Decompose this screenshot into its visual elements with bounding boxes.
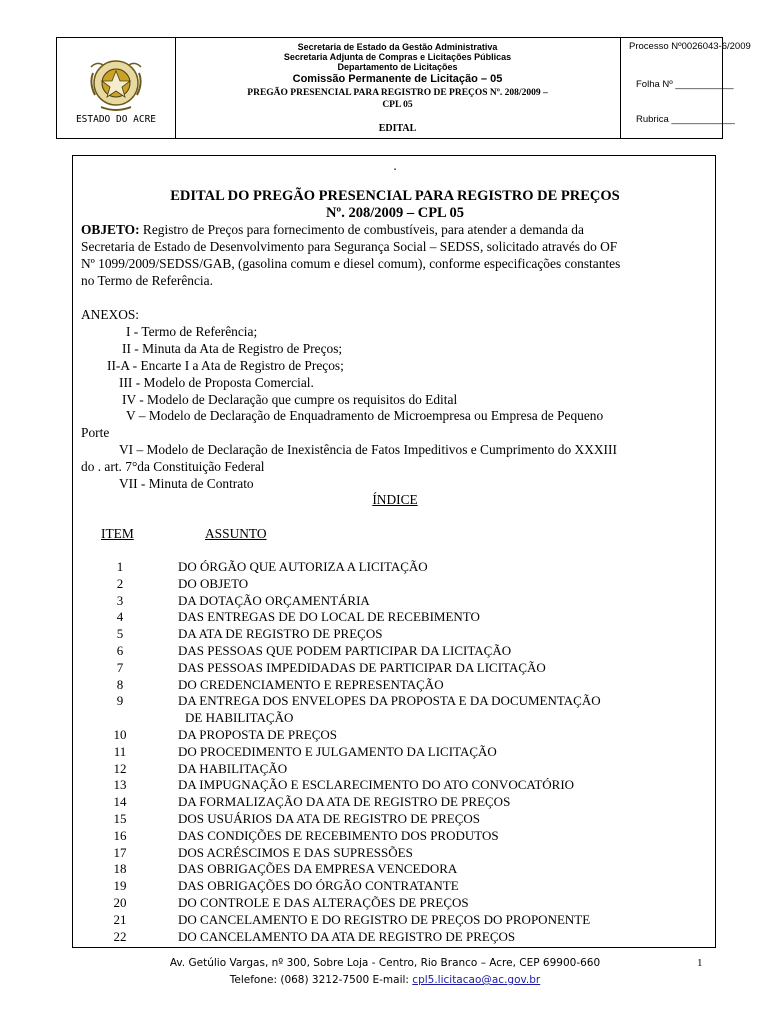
index-item-title: DA ATA DE REGISTRO DE PREÇOS <box>178 626 383 642</box>
header-line-5: PREGÃO PRESENCIAL PARA REGISTRO DE PREÇOS Nº. 208/2009 – <box>247 88 548 98</box>
rubrica-field: Rubrica ____________ <box>636 114 735 125</box>
header-line-3: Departamento de Licitações <box>337 62 458 72</box>
index-item-title: DAS OBRIGAÇÕES DO ÓRGÃO CONTRATANTE <box>178 878 459 894</box>
index-item-title: DO CONTROLE E DAS ALTERAÇÕES DE PREÇOS <box>178 895 469 910</box>
index-item-number: 9 <box>116 693 124 709</box>
index-item-title-continuation: DE HABILITAÇÃO <box>185 710 294 726</box>
header-line-7: EDITAL <box>378 123 417 134</box>
index-item-title: DO CREDENCIAMENTO E REPRESENTAÇÃO <box>178 676 444 692</box>
edital-title: EDITAL DO PREGÃO PRESENCIAL PARA REGISTRO DE PREÇOS <box>170 188 620 204</box>
page-number: 1 <box>697 957 703 969</box>
anexo-item: II-A - Encarte I a Ata de Registro de Preços; <box>107 358 344 373</box>
index-item-number: 3 <box>116 592 124 608</box>
assunto-header-text: ASSUNTO <box>205 526 267 541</box>
item-header-text: ITEM <box>101 526 134 541</box>
header-line-4: Comissão Permanente de Licitação – 05 <box>292 73 503 85</box>
header-line-2: Secretaria Adjunta de Compras e Licitações Públicas <box>283 52 512 62</box>
index-item-number: 1 <box>116 559 124 574</box>
document-header <box>56 37 751 139</box>
index-item-title: DAS PESSOAS QUE PODEM PARTICIPAR DA LICITAÇÃO <box>178 643 512 658</box>
index-item-title: DOS USUÁRIOS DA ATA DE REGISTRO DE PREÇOS <box>178 811 480 826</box>
index-item-number: 11 <box>113 743 127 759</box>
anexo-item: VII - Minuta de Contrato <box>119 476 254 491</box>
indice-heading <box>73 492 717 508</box>
objeto-line-3: Nº 1099/2009/SEDSS/GAB, (gasolina comum e diesel comum), conforme especificações constantes <box>81 256 621 271</box>
index-item-number: 10 <box>113 727 127 742</box>
footer-contact <box>0 974 770 986</box>
header-line-1: Secretaria de Estado da Gestão Administrativa <box>297 42 498 52</box>
index-item-title: DOS ACRÉSCIMOS E DAS SUPRESSÕES <box>178 844 413 860</box>
index-item-number: 12 <box>113 760 127 776</box>
index-item-number: 8 <box>116 676 124 692</box>
index-item-number: 14 <box>113 794 127 810</box>
footer-phone: Telefone: (068) 3212-7500 E-mail: <box>229 974 409 986</box>
state-coat-of-arms-icon <box>87 53 145 115</box>
index-item-title: DAS OBRIGAÇÕES DA EMPRESA VENCEDORA <box>178 861 458 877</box>
assunto-column-header <box>205 526 267 542</box>
index-item-number: 19 <box>113 878 127 894</box>
index-item-title: DA IMPUGNAÇÃO E ESCLARECIMENTO DO ATO CONVOCATÓRIO <box>178 777 575 793</box>
top-dot: . <box>393 158 397 173</box>
index-item-title: DO PROCEDIMENTO E JULGAMENTO DA LICITAÇÃO <box>178 743 497 759</box>
anexo-item: II - Minuta da Ata de Registro de Preços; <box>122 341 343 356</box>
index-item-title: DAS PESSOAS IMPEDIDADAS DE PARTICIPAR DA LICITAÇÃO <box>178 659 546 675</box>
index-item-title: DA PROPOSTA DE PREÇOS <box>178 727 337 742</box>
index-item-title: DA DOTAÇÃO ORÇAMENTÁRIA <box>178 592 370 608</box>
header-line-6: CPL 05 <box>382 100 413 110</box>
objeto-text-1: Registro de Preços para fornecimento de combustíveis, para atender a demanda da <box>142 222 584 237</box>
anexo-item-continuation: Porte <box>81 425 110 440</box>
index-item-number: 6 <box>116 643 124 658</box>
index-item-number: 7 <box>116 659 124 675</box>
edital-content-box <box>72 155 716 948</box>
header-process-cell <box>620 38 751 138</box>
objeto-label: OBJETO: <box>81 222 140 237</box>
index-item-number: 16 <box>113 827 127 843</box>
item-column-header <box>101 526 134 542</box>
edital-number: Nº. 208/2009 – CPL 05 <box>325 205 465 221</box>
index-item-title: DAS CONDIÇÕES DE RECEBIMENTO DOS PRODUTOS <box>178 827 499 843</box>
index-item-number: 22 <box>113 928 127 944</box>
anexo-item-continuation: do . art. 7°da Constituição Federal <box>81 459 265 474</box>
index-item-number: 15 <box>113 811 127 826</box>
index-item-title: DO CANCELAMENTO E DO REGISTRO DE PREÇOS DO PROPONENTE <box>178 911 591 927</box>
index-item-title: DAS ENTREGAS DE DO LOCAL DE RECEBIMENTO <box>178 609 480 625</box>
anexo-item: VI – Modelo de Declaração de Inexistência de Fatos Impeditivos e Cumprimento do XXXIII <box>119 442 617 457</box>
objeto-line-1 <box>81 222 584 238</box>
index-item-number: 18 <box>113 861 127 877</box>
header-logo-cell <box>57 38 176 138</box>
index-item-title: DO ÓRGÃO QUE AUTORIZA A LICITAÇÃO <box>178 559 428 574</box>
anexo-item: V – Modelo de Declaração de Enquadramento de Microempresa ou Empresa de Pequeno <box>126 408 604 423</box>
objeto-line-2: Secretaria de Estado de Desenvolvimento para Segurança Social – SEDSS, solicitado através do OF <box>81 239 618 254</box>
index-item-number: 21 <box>113 911 127 927</box>
process-number: Processo Nº0026043-6/2009 <box>629 41 751 52</box>
index-item-number: 13 <box>113 777 127 793</box>
footer-email-link[interactable]: cpl5.licitacao@ac.gov.br <box>412 974 541 986</box>
anexos-label: ANEXOS: <box>81 307 140 322</box>
index-item-number: 5 <box>116 626 124 642</box>
index-item-number: 20 <box>113 895 127 910</box>
index-item-title: DA FORMALIZAÇÃO DA ATA DE REGISTRO DE PREÇOS <box>178 794 511 810</box>
index-item-title: DA ENTREGA DOS ENVELOPES DA PROPOSTA E DA DOCUMENTAÇÃO <box>178 693 601 709</box>
indice-label: ÍNDICE <box>372 492 418 507</box>
footer-address: Av. Getúlio Vargas, nº 300, Sobre Loja - Centro, Rio Branco – Acre, CEP 69900-660 <box>169 957 601 969</box>
anexo-item: IV - Modelo de Declaração que cumpre os requisitos do Edital <box>122 392 458 407</box>
header-title-cell <box>175 38 621 138</box>
anexo-item: I - Termo de Referência; <box>126 324 258 339</box>
index-item-title: DA HABILITAÇÃO <box>178 760 288 776</box>
anexo-item: III - Modelo de Proposta Comercial. <box>119 375 314 390</box>
index-item-number: 17 <box>113 844 127 860</box>
objeto-line-4: no Termo de Referência. <box>81 273 213 288</box>
index-item-number: 2 <box>116 575 124 591</box>
folha-field: Folha Nº ___________ <box>636 79 734 90</box>
index-item-title: DO OBJETO <box>178 575 249 591</box>
state-label: ESTADO DO ACRE <box>75 114 157 125</box>
index-item-title: DO CANCELAMENTO DA ATA DE REGISTRO DE PREÇOS <box>178 928 516 944</box>
index-item-number: 4 <box>116 609 124 625</box>
